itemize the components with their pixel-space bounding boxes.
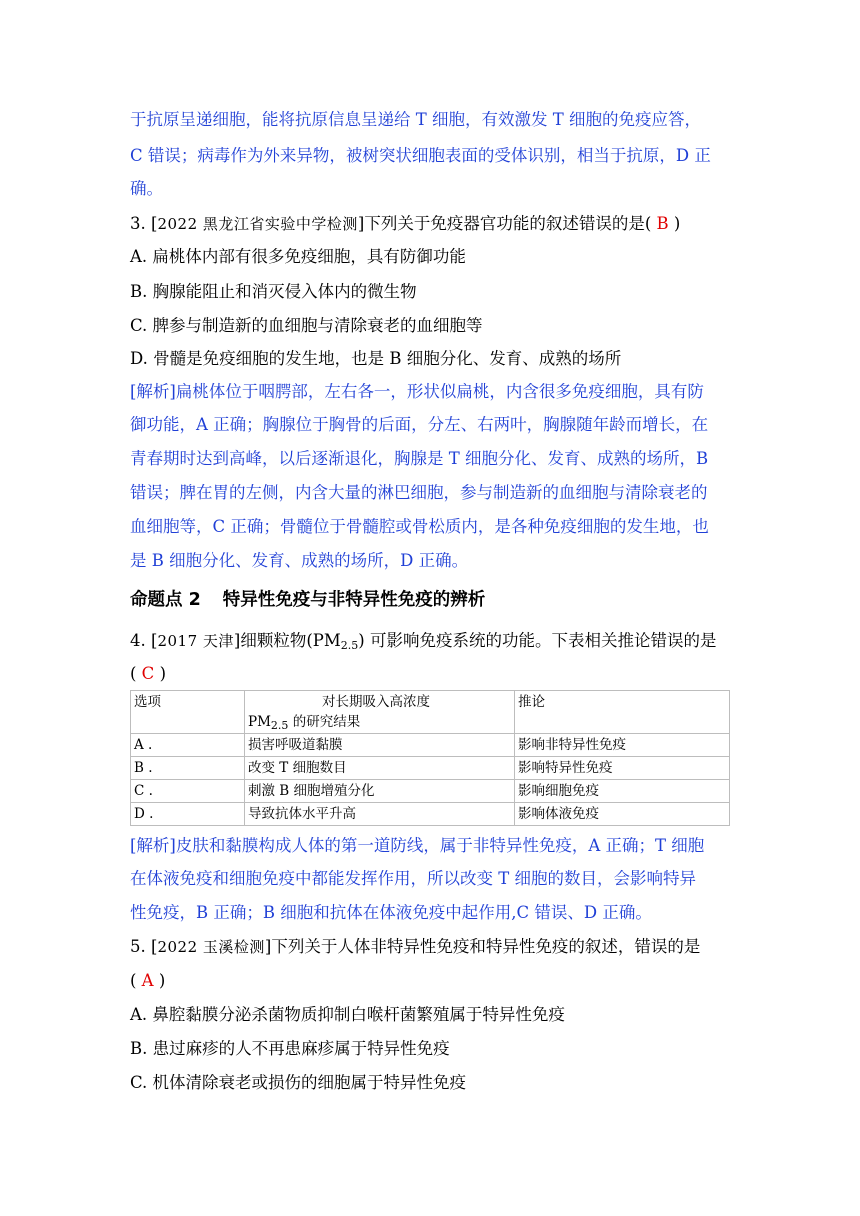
table-cell: 影响非特异性免疫	[515, 734, 730, 757]
question-4-answer: ( C )	[130, 664, 166, 683]
table-cell: 影响特异性免疫	[515, 757, 730, 780]
question-source: 2022 玉溪检测	[157, 938, 265, 956]
explanation-line: 是 B 细胞分化、发育、成熟的场所，D 正确。	[130, 551, 469, 570]
table-cell: A .	[131, 734, 245, 757]
explanation-line: 血细胞等，C 正确；骨髓位于骨髓腔或骨松质内，是各种免疫细胞的发生地，也	[130, 517, 709, 536]
question-4-stem: 4. [2017 天津]细颗粒物$(PM_{2.5})$ 可影响免疫系统的功能。下表相关推论错误的是	[130, 631, 717, 652]
question-5-answer: ( A )	[130, 971, 166, 990]
explanation-line: 确。	[130, 179, 163, 198]
option-d: D. 骨髓是免疫细胞的发生地，也是 B 细胞分化、发育、成熟的场所	[130, 349, 622, 368]
explanation-line: 御功能，A 正确；胸腺位于胸骨的后面，分左、右两叶，胸腺随年龄而增长，在	[130, 415, 709, 434]
explanation-line: 于抗原呈递细胞，能将抗原信息呈递给 T 细胞，有效激发 T 细胞的免疫应答，	[130, 110, 701, 129]
table-cell: C .	[131, 780, 245, 803]
table-cell: D .	[131, 803, 245, 826]
explanation-line: [解析]扁桃体位于咽腭部，左右各一，形状似扁桃，内含很多免疫细胞，具有防	[130, 382, 704, 401]
answer-mark: A	[136, 971, 159, 990]
option-c: C. 脾参与制造新的血细胞与清除衰老的血细胞等	[130, 316, 483, 335]
table-row	[131, 734, 730, 757]
option-a: A. 扁桃体内部有很多免疫细胞，具有防御功能	[130, 247, 466, 266]
results-table	[130, 690, 730, 826]
explanation-line: 性免疫，B 正确；B 细胞和抗体在体液免疫中起作用,C 错误、D 正确。	[130, 903, 652, 922]
table-cell: 刺激 B 细胞增殖分化	[245, 780, 515, 803]
table-header-cell: 推论	[515, 691, 730, 734]
table-header-row	[131, 691, 730, 734]
explanation-line: C 错误；病毒作为外来异物，被树突状细胞表面的受体识别，相当于抗原，D 正	[130, 146, 711, 165]
answer-mark: B	[651, 214, 674, 233]
explanation-line: [解析]皮肤和黏膜构成人体的第一道防线，属于非特异性免疫，A 正确；T 细胞	[130, 836, 705, 855]
table-cell: 影响细胞免疫	[515, 780, 730, 803]
table-row	[131, 757, 730, 780]
option-b: B. 胸腺能阻止和消灭侵入体内的微生物	[130, 282, 417, 301]
answer-mark: C	[136, 664, 160, 683]
table-cell: 导致抗体水平升高	[245, 803, 515, 826]
table-header-cell: 选项	[131, 691, 245, 734]
explanation-line: 错误；脾在胃的左侧，内含大量的淋巴细胞，参与制造新的血细胞与清除衰老的	[130, 483, 708, 502]
table-cell: 影响体液免疫	[515, 803, 730, 826]
table-cell: 损害呼吸道黏膜	[245, 734, 515, 757]
section-heading: 命题点 2 特异性免疫与非特异性免疫的辨析	[130, 590, 486, 610]
explanation-line: 青春期时达到高峰，以后逐渐退化，胸腺是 T 细胞分化、发育、成熟的场所，B	[130, 449, 709, 468]
option-b: B. 患过麻疹的人不再患麻疹属于特异性免疫	[130, 1039, 450, 1058]
question-source: 2022 黑龙江省实验中学检测	[157, 215, 358, 233]
question-source: 2017 天津	[157, 632, 234, 650]
table-cell: 改变 T 细胞数目	[245, 757, 515, 780]
option-c: C. 机体清除衰老或损伤的细胞属于特异性免疫	[130, 1073, 467, 1092]
question-3-stem: 3. [2022 黑龙江省实验中学检测]下列关于免疫器官功能的叙述错误的是( B )	[130, 214, 681, 233]
explanation-line: 在体液免疫和细胞免疫中都能发挥作用，所以改变 T 细胞的数目，会影响特异	[130, 869, 696, 888]
question-5-stem: 5. [2022 玉溪检测]下列关于人体非特异性免疫和特异性免疫的叙述，错误的是	[130, 937, 701, 956]
table-cell: B .	[131, 757, 245, 780]
option-a: A. 鼻腔黏膜分泌杀菌物质抑制白喉杆菌繁殖属于特异性免疫	[130, 1005, 565, 1024]
table-header-cell: 对长期吸入高浓度 $PM_{2.5}$ 的研究结果	[245, 691, 515, 734]
table-row	[131, 780, 730, 803]
table-row	[131, 803, 730, 826]
